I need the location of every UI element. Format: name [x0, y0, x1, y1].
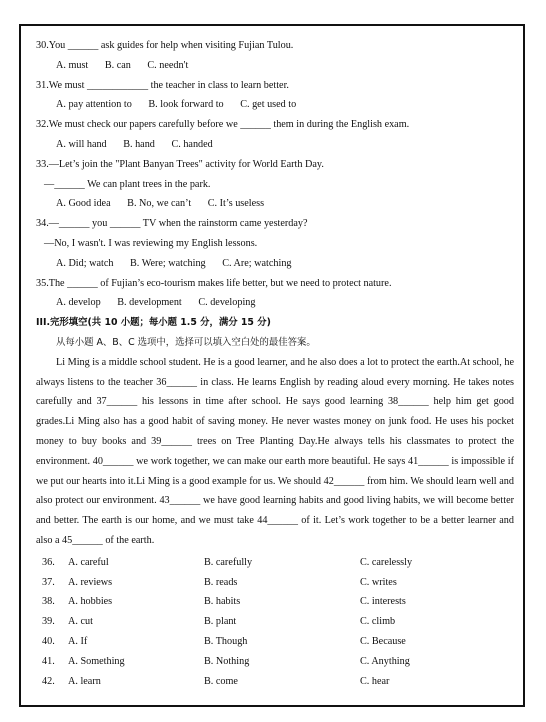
answer-number: 40.: [42, 635, 55, 647]
question-33: 33.—Let’s join the "Plant Banyan Trees" activity for World Earth Day.: [36, 158, 324, 170]
question-35: 35.The ______ of Fujian’s eco-tourism makes life better, but we need to protect nature.: [36, 277, 392, 289]
option-b: B. development: [117, 297, 182, 309]
option-c: C. developing: [198, 297, 256, 309]
option-b: B. look forward to: [148, 99, 224, 111]
exam-page: [36, 36, 514, 691]
question-33-options: [36, 194, 514, 214]
option-c: C. writes: [360, 576, 397, 588]
question-32-options: [36, 135, 514, 155]
section-instruction: 从每小题 A、B、C 选项中，选择可以填入空白处的最佳答案。: [56, 336, 316, 348]
option-a: A. develop: [56, 297, 101, 309]
question-34-reply: —No, I wasn't. I was reviewing my English lessons.: [44, 237, 258, 249]
option-a: A. learn: [68, 675, 101, 687]
option-c: C. Because: [360, 635, 406, 647]
answer-row: [36, 632, 490, 652]
option-c: C. It’s useless: [207, 198, 265, 210]
answer-number: 41.: [42, 655, 55, 667]
question-34: 34.—______ you ______ TV when the rainstorm came yesterday?: [36, 218, 308, 230]
option-a: A. pay attention to: [56, 99, 132, 111]
option-b: B. come: [204, 675, 238, 687]
answer-number: 37.: [42, 576, 55, 588]
option-b: B. plant: [204, 616, 237, 628]
answer-row: [36, 612, 490, 632]
option-a: A. will hand: [56, 138, 107, 150]
answer-row: [36, 652, 490, 672]
option-b: B. No, we can’t: [127, 198, 192, 210]
option-c: C. get used to: [240, 99, 297, 111]
question-35-options: [36, 293, 514, 313]
option-c: C. Anything: [360, 655, 410, 667]
option-a: A. If: [68, 635, 88, 647]
question-30: 30.You ______ ask guides for help when visiting Fujian Tulou.: [36, 40, 294, 51]
option-b: B. can: [104, 59, 131, 71]
option-c: C. hear: [360, 675, 390, 687]
option-c: C. climb: [360, 616, 396, 628]
option-a: A. Good idea: [56, 198, 111, 210]
answer-row: [36, 592, 490, 612]
question-32: 32.We must check our papers carefully before we ______ them in during the English exam.: [36, 119, 410, 131]
answer-number: 39.: [42, 616, 55, 628]
option-a: A. careful: [68, 556, 109, 568]
option-b: B. habits: [204, 596, 241, 608]
answer-number: 36.: [42, 556, 55, 568]
question-31: 31.We must ____________ the teacher in class to learn better.: [36, 79, 289, 91]
option-a: A. cut: [68, 616, 93, 628]
question-34-options: [36, 254, 514, 274]
section-title: III.完形填空(共 10 小题；每小题 1.5 分，满分 15 分): [36, 317, 271, 329]
question-31-options: [36, 95, 514, 115]
option-b: B. Were; watching: [129, 257, 206, 269]
option-a: A. hobbies: [68, 596, 113, 608]
option-c: C. handed: [171, 138, 213, 150]
answer-row: [36, 553, 490, 573]
option-b: B. carefully: [204, 556, 253, 568]
answer-row: [36, 573, 490, 593]
answer-row: [36, 672, 490, 692]
option-c: C. needn't: [147, 59, 189, 71]
answer-number: 42.: [42, 675, 55, 687]
question-33-reply: —______ We can plant trees in the park.: [44, 178, 211, 190]
option-b: B. hand: [123, 138, 155, 150]
option-b: B. Nothing: [204, 655, 250, 667]
option-c: C. Are; watching: [222, 257, 292, 269]
option-c: C. carelessly: [360, 556, 413, 568]
option-a: A. Did; watch: [56, 257, 114, 269]
option-b: B. Though: [204, 635, 248, 647]
question-30-options: [36, 56, 514, 76]
option-a: A. Something: [68, 655, 125, 667]
option-c: C. interests: [360, 596, 406, 608]
option-b: B. reads: [204, 576, 238, 588]
option-a: A. must: [56, 59, 89, 71]
answer-options-table: [36, 553, 490, 692]
option-a: A. reviews: [68, 576, 113, 588]
answer-number: 38.: [42, 596, 55, 608]
cloze-passage: Li Ming is a middle school student. He is a good learner, and he also does a lot to protect the earth.At school, he always listens to the teacher 36______ in class. He learns English by reading aloud every morning. He takes notes carefully and 37______ his lessons in time after school. He says good learning 38______ help him get good grades.Li Ming also has a good habit of saving money. He never wastes money on junk food. He uses his pocket money to buy books and 39______ trees on Tree Planting Day.He always tells his classmates to protect the environment. 40______ we work together, we can make our earth more beautiful. He says 41______ is impossible if we put our hearts into it.Li Ming is a good example for us. We should 42______ from him. We should learn well and also protect our environment. 43______ we have good learning habits and good living habits, we will become better and better. The earth is our home, and we must take 44______ of it. Let’s work together to be a better learner and also a 45______ of the earth.: [36, 356, 514, 546]
